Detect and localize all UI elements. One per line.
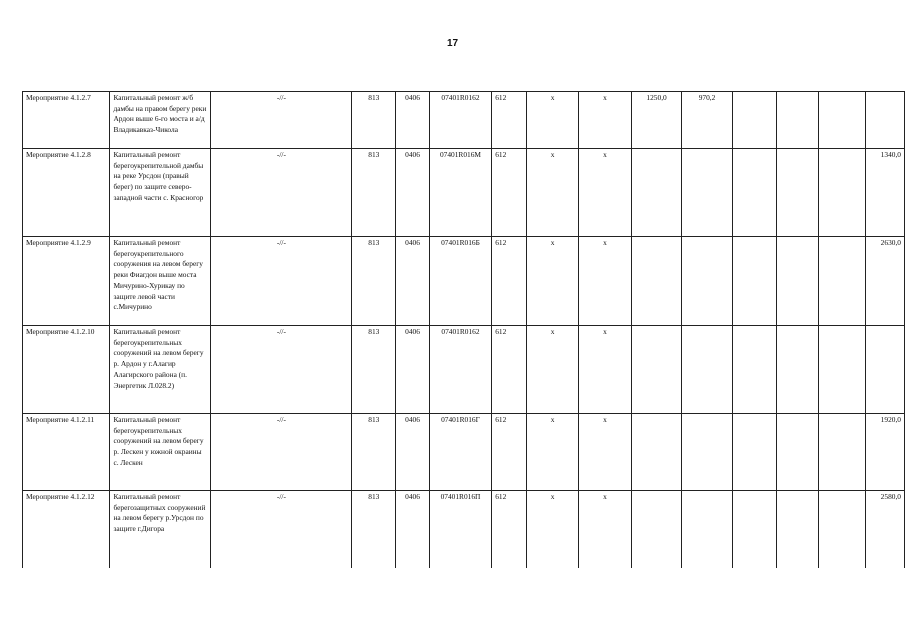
- executor-cell: -//-: [211, 149, 352, 237]
- measure-name: Капитальный ремонт ж/б дамбы на правом берегу реки Ардон выше 6-го моста и а/д Владикавказ-Чикола: [110, 92, 211, 149]
- vr-code: 612: [492, 92, 527, 149]
- csr-code: 07401R016П: [429, 491, 491, 568]
- measure-id: Мероприятие 4.1.2.11: [23, 414, 110, 491]
- x-cell: х: [578, 491, 631, 568]
- value-2020: 1920,0: [866, 414, 905, 491]
- rzpr-code: 0406: [396, 92, 430, 149]
- csr-code: 07401R016Г: [429, 414, 491, 491]
- grbs-code: 813: [352, 326, 396, 414]
- rzpr-code: 0406: [396, 149, 430, 237]
- x-cell: х: [527, 237, 578, 326]
- value-2016: 970,2: [682, 92, 733, 149]
- measure-id: Мероприятие 4.1.2.8: [23, 149, 110, 237]
- csr-code: 07401R016М: [429, 149, 491, 237]
- vr-code: 612: [492, 414, 527, 491]
- measure-name: Капитальный ремонт берегоукрепительной дамбы на реке Урсдон (правый берег) по защите северо-западной части с. Красногор: [110, 149, 211, 237]
- value-2015: [632, 237, 682, 326]
- executor-cell: -//-: [211, 491, 352, 568]
- x-cell: х: [578, 92, 631, 149]
- x-cell: х: [527, 491, 578, 568]
- value-2015: [632, 149, 682, 237]
- grbs-code: 813: [352, 237, 396, 326]
- vr-code: 612: [492, 149, 527, 237]
- value-2015: 1250,0: [632, 92, 682, 149]
- x-cell: х: [578, 326, 631, 414]
- value-2016: [682, 326, 733, 414]
- table-row: [23, 326, 905, 414]
- rzpr-code: 0406: [396, 414, 430, 491]
- value-2017: [732, 92, 776, 149]
- value-2017: [732, 326, 776, 414]
- measure-id: Мероприятие 4.1.2.7: [23, 92, 110, 149]
- value-2017: [732, 149, 776, 237]
- page-number: 17: [446, 38, 459, 49]
- grbs-code: 813: [352, 414, 396, 491]
- value-2016: [682, 414, 733, 491]
- value-2016: [682, 237, 733, 326]
- value-2019: [819, 491, 866, 568]
- value-2016: [682, 149, 733, 237]
- value-2016: [682, 491, 733, 568]
- value-2020: 1340,0: [866, 149, 905, 237]
- value-2017: [732, 491, 776, 568]
- value-2020: [866, 326, 905, 414]
- executor-cell: -//-: [211, 237, 352, 326]
- value-2018: [777, 149, 819, 237]
- value-2017: [732, 237, 776, 326]
- x-cell: х: [527, 92, 578, 149]
- vr-code: 612: [492, 326, 527, 414]
- x-cell: х: [527, 414, 578, 491]
- value-2020: [866, 92, 905, 149]
- value-2018: [777, 491, 819, 568]
- table-row: [23, 92, 905, 149]
- measure-name: Капитальный ремонт берегоукрепительного сооружения на левом берегу реки Фиагдон выше моста Мичурино-Хурикау по защите левой части с.Мичурино: [110, 237, 211, 326]
- value-2019: [819, 149, 866, 237]
- value-2015: [632, 491, 682, 568]
- value-2020: 2630,0: [866, 237, 905, 326]
- executor-cell: -//-: [211, 414, 352, 491]
- value-2015: [632, 414, 682, 491]
- value-2018: [777, 237, 819, 326]
- measure-name: Капитальный ремонт берегозащитных сооружений на левом берегу р.Урсдон по защите г.Дигора: [110, 491, 211, 568]
- budget-table: [22, 91, 905, 568]
- rzpr-code: 0406: [396, 491, 430, 568]
- measure-name: Капитальный ремонт берегоукрепительных сооружений на левом берегу р. Лескен у южной окраины с. Лескен: [110, 414, 211, 491]
- executor-cell: -//-: [211, 92, 352, 149]
- value-2019: [819, 326, 866, 414]
- csr-code: 07401R0162: [429, 92, 491, 149]
- value-2018: [777, 92, 819, 149]
- vr-code: 612: [492, 237, 527, 326]
- csr-code: 07401R0162: [429, 326, 491, 414]
- x-cell: х: [578, 414, 631, 491]
- value-2015: [632, 326, 682, 414]
- value-2019: [819, 92, 866, 149]
- grbs-code: 813: [352, 92, 396, 149]
- grbs-code: 813: [352, 491, 396, 568]
- x-cell: х: [527, 149, 578, 237]
- measure-id: Мероприятие 4.1.2.9: [23, 237, 110, 326]
- table-row: [23, 414, 905, 491]
- table-row: [23, 491, 905, 568]
- value-2019: [819, 414, 866, 491]
- executor-cell: -//-: [211, 326, 352, 414]
- measure-id: Мероприятие 4.1.2.12: [23, 491, 110, 568]
- measure-id: Мероприятие 4.1.2.10: [23, 326, 110, 414]
- csr-code: 07401R016Б: [429, 237, 491, 326]
- value-2019: [819, 237, 866, 326]
- x-cell: х: [578, 149, 631, 237]
- x-cell: х: [527, 326, 578, 414]
- vr-code: 612: [492, 491, 527, 568]
- grbs-code: 813: [352, 149, 396, 237]
- x-cell: х: [578, 237, 631, 326]
- measure-name: Капитальный ремонт берегоукрепительных сооружений на левом берегу р. Ардон у г.Алагир Алагирского района (п. Энергетик Л.028.2): [110, 326, 211, 414]
- rzpr-code: 0406: [396, 237, 430, 326]
- value-2017: [732, 414, 776, 491]
- value-2018: [777, 414, 819, 491]
- table-row: [23, 237, 905, 326]
- rzpr-code: 0406: [396, 326, 430, 414]
- table-row: [23, 149, 905, 237]
- value-2020: 2580,0: [866, 491, 905, 568]
- value-2018: [777, 326, 819, 414]
